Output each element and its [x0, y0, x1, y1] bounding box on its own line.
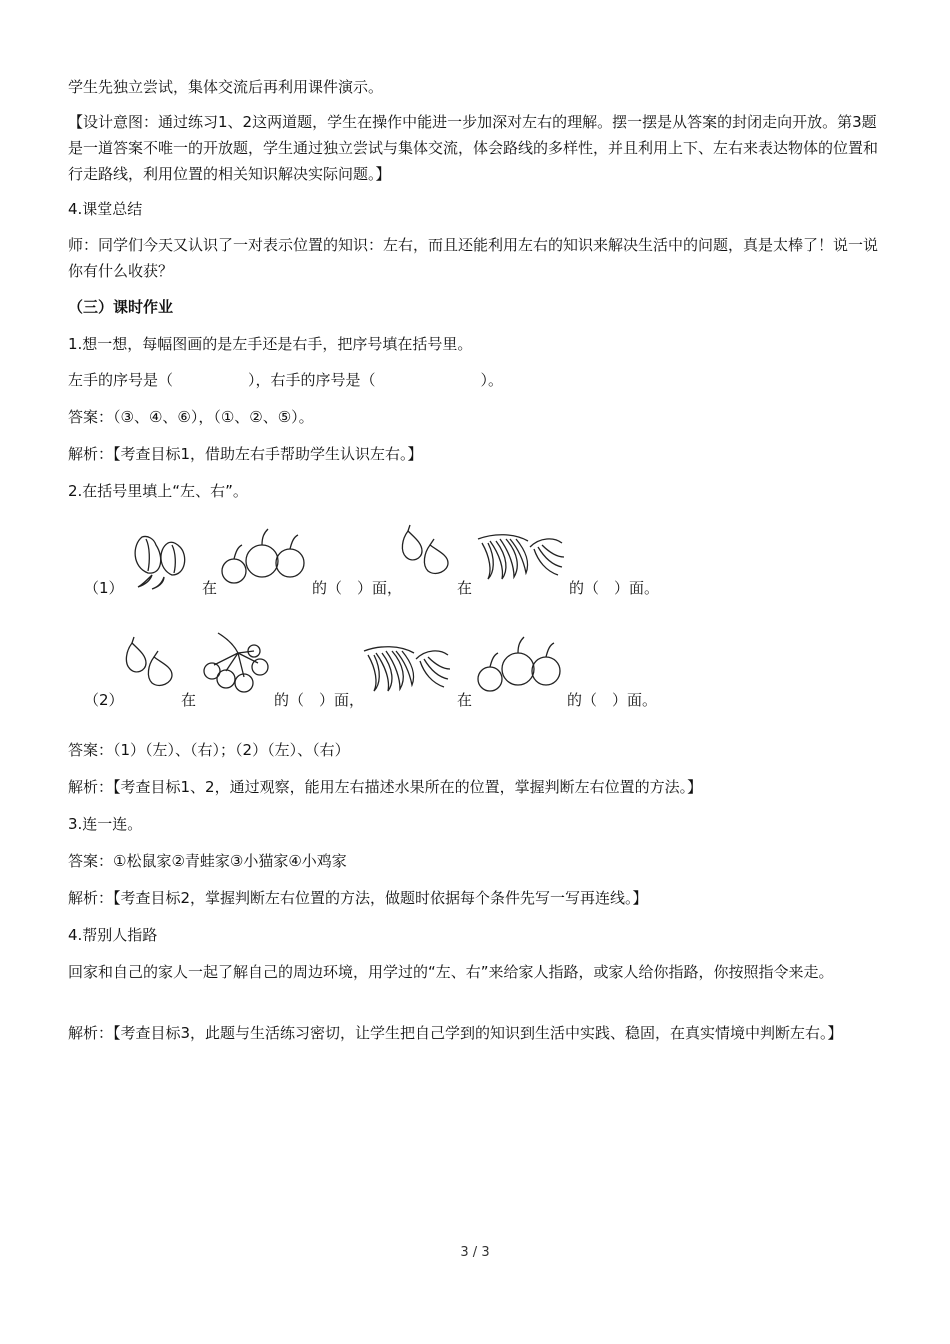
zai-label: 在 — [457, 691, 473, 709]
section-title: 4.课堂总结 — [68, 200, 143, 218]
pear-icon — [120, 635, 182, 695]
question-3-analysis: 解析：【考查目标2，掌握判断左右位置的方法，做题时依据每个条件先写一写再连线。】 — [68, 889, 648, 907]
row-number: （2） — [84, 691, 124, 709]
zai-label: 在 — [181, 691, 197, 709]
question-4-text: 回家和自己的家人一起了解自己的周边环境，用学过的“左、右”来给家人指路，或家人给你指路，你按照指令来走。 — [68, 963, 834, 981]
question-1-fill: 左手的序号是（ ），右手的序号是（ ）。 — [68, 371, 504, 389]
pear-icon — [396, 523, 458, 583]
homework-title: （三）课时作业 — [68, 298, 174, 316]
position-blank: 的（ ）面， — [274, 691, 365, 709]
position-blank: 的（ ）面。 — [569, 579, 660, 597]
question-1-answer: 答案：（③、④、⑥），（①、②、⑤）。 — [68, 408, 314, 426]
question-1: 1.想一想，每幅图画的是左手还是右手，把序号填在括号里。 — [68, 335, 473, 353]
apple-icon — [218, 525, 308, 591]
question-2: 2.在括号里填上“左、右”。 — [68, 482, 248, 500]
zai-label: 在 — [202, 579, 218, 597]
page-number: 3 / 3 — [460, 1245, 490, 1260]
question-2-answer: 答案：（1）（左）、（右）；（2）（左）、（右） — [68, 741, 350, 759]
peach-icon — [128, 525, 200, 591]
row-number: （1） — [84, 579, 124, 597]
position-blank: 的（ ）面。 — [567, 691, 658, 709]
question-4: 4.帮别人指路 — [68, 926, 158, 944]
question-1-analysis: 解析：【考查目标1，借助左右手帮助学生认识左右。】 — [68, 445, 423, 463]
question-2-analysis: 解析：【考查目标1、2，通过观察，能用左右描述水果所在的位置，掌握判断左右位置的方法。】 — [68, 778, 703, 796]
question-3: 3.连一连。 — [68, 815, 143, 833]
teacher-paragraph: 师：同学们今天又认识了一对表示位置的知识：左右，而且还能利用左右的知识来解决生活中的问题，真是太棒了！说一说你有什么收获？ — [68, 236, 879, 280]
design-intent-paragraph: 【设计意图：通过练习1、2这两道题，学生在操作中能进一步加深对左右的理解。摆一摆是从答案的封闭走向开放。第3题是一道答案不唯一的开放题，学生通过独立尝试与集体交流，体会路线的多样性，并且利用上下、左右来表达物体的位置和行走路线，利用位置的相关知识解决实际问题。】 — [68, 113, 879, 183]
question-3-answer: 答案：①松鼠家②青蛙家③小猫家④小鸡家 — [68, 852, 347, 870]
banana-icon — [360, 639, 452, 699]
q2-row-1 — [0, 515, 950, 645]
zai-label: 在 — [457, 579, 473, 597]
banana-icon — [474, 527, 566, 587]
apple-icon — [474, 633, 564, 699]
lychee-icon — [194, 631, 274, 693]
position-blank: 的（ ）面， — [312, 579, 403, 597]
question-4-analysis: 解析：【考查目标3，此题与生活练习密切，让学生把自己学到的知识到生活中实践、稳固，在真实情境中判断左右。】 — [68, 1024, 843, 1042]
text-line: 学生先独立尝试，集体交流后再利用课件演示。 — [68, 78, 384, 96]
